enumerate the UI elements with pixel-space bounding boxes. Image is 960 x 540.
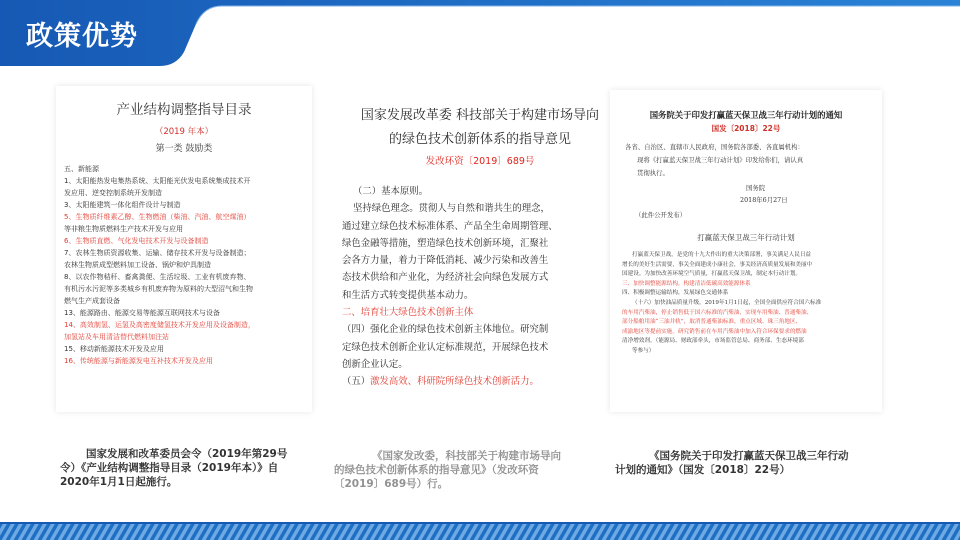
doc2-line [342, 373, 624, 390]
doc1-line: 五、新能源 [64, 165, 99, 173]
doc2-line: 坚持绿色理念。贯彻人与自然和谐共生的理念， [353, 203, 550, 215]
doc3-number: 国发〔2018〕22号 [711, 124, 781, 133]
doc3-line: 的车用汽柴油，停止销售低于国六标准的汽柴油，实现车用柴油、普通柴油、 [622, 309, 813, 316]
doc1-line: 14、高效制氢、运氢及高密度储氢技术开发应用及设备制造， [64, 321, 255, 329]
doc1-line: 3、太阳能建筑一体化组件设计与制造 [64, 201, 181, 209]
caption-doc1 [60, 447, 300, 489]
doc2-title [329, 104, 631, 152]
caption-doc3 [615, 449, 871, 477]
caption-doc2 [334, 449, 604, 491]
caption-line: 〔2019〕689号）行。 [334, 478, 449, 490]
doc1-line: 农林生物质成型燃料加工设备、锅炉和炉具制造 [64, 261, 211, 269]
document-blue-sky-notice [610, 90, 882, 412]
doc1-line: 燃气生产成套设备 [64, 297, 120, 305]
doc2-title-line: 国家发展改革委 科技部关于构建市场导向 [360, 108, 600, 123]
doc3-line: 等参与） [632, 347, 655, 354]
doc2-line: （四）强化企业的绿色技术创新主体地位。研究制 [342, 324, 549, 336]
doc1-line: 7、农林生物质资源收集、运输、储存技术开发与设备制造； [64, 249, 251, 257]
doc3-signer: 国务院 [746, 184, 766, 192]
caption-line: 《国务院关于印发打赢蓝天保卫战三年行动 [649, 450, 849, 462]
doc3-line: 国建设。为加快改善环境空气质量，打赢蓝天保卫战，制定本行动计划。 [622, 271, 802, 278]
page-title: 政策优势 [26, 21, 138, 52]
doc1-year: （2019 年本） [154, 127, 214, 137]
doc1-line: 6、生物质直燃、气化发电技术开发与设备制造 [64, 237, 209, 245]
doc1-title: 产业结构调整指导目录 [116, 102, 252, 118]
doc3-body [622, 251, 874, 357]
caption-line: 2020年1月1日起施行。 [60, 476, 178, 488]
doc1-line: 加氢站及车用清洁替代燃料加注站 [64, 333, 169, 341]
doc2-line: 会各方力量，着力于降低消耗、减少污染和改善生 [342, 255, 549, 267]
doc2-line: 创新企业认定。 [342, 358, 408, 370]
doc3-addressee [625, 141, 875, 180]
doc3-line: 成渝地区等提前实施。研究销售前在车用汽柴油中加入符合环保要求的燃油 [622, 328, 807, 335]
document-industrial-catalog [56, 86, 312, 412]
doc3-addressee-line: 贯彻执行。 [637, 169, 669, 177]
doc3-date: 2018年6月27日 [740, 196, 788, 204]
header-bar [0, 0, 960, 66]
doc2-line-prefix: （五） [342, 376, 371, 388]
doc1-line: 发应用、逆变控制系统开发制造 [64, 189, 162, 197]
doc3-line: 打赢蓝天保卫战，是党的十九大作出的重大决策部署，事关满足人民日益 [632, 252, 812, 258]
doc1-line: 16、传统能源与新能源发电互补技术开发及应用 [64, 357, 213, 365]
doc3-addressee-line: 各省、自治区、直辖市人民政府，国务院各部委、各直属机构： [625, 143, 804, 151]
doc3-line: 增长的美好生活需要，事关全面建成小康社会，事关经济高质量发展和美丽中 [622, 261, 813, 268]
doc1-line: 8、以农作物秸秆、畜禽粪便、生活垃圾、工业有机废弃物、 [64, 273, 251, 281]
caption-line: 《国家发改委，科技部关于构建市场导向 [372, 450, 561, 462]
doc3-line: 三、加快调整能源结构，构建清洁低碳高效能源体系 [622, 280, 751, 287]
doc2-body [342, 183, 624, 391]
doc3-line: 四、积极调整运输结构，发展绿色交通体系 [622, 290, 729, 297]
doc1-line: 1、太阳能热发电集热系统、太阳能光伏发电系统集成技术开 [64, 177, 251, 185]
doc2-line-highlight: 激发高效、科研院所绿色技术创新活力。 [370, 376, 539, 388]
doc1-line: 等非粮生物质燃料生产技术开发与应用 [64, 225, 183, 233]
caption-line: 国家发展和改革委员会令（2019年第29号 [86, 448, 288, 460]
doc3-plan-title: 打赢蓝天保卫战三年行动计划 [697, 233, 795, 242]
doc1-subtitle: 第一类 鼓励类 [155, 144, 213, 154]
caption-line: 的绿色技术创新体系的指导意见》（发改环资 [334, 464, 539, 476]
caption-line: 计划的通知》（国发〔2018〕22号） [615, 464, 791, 476]
doc1-line: 有机污水污泥等多类城乡有机废弃物为原料的大型沼气和生物 [64, 285, 253, 293]
doc3-addressee-line: 现将《打赢蓝天保卫战三年行动计划》印发给你们，请认真 [637, 156, 804, 164]
doc3-line: （十六）加快油品质量升级。2019年1月1日起，全国全面供应符合国六标准 [632, 299, 822, 306]
doc2-line: 绿色金融等措施，塑造绿色技术创新环境，汇聚社 [342, 237, 549, 249]
footer-stripe [0, 522, 960, 540]
doc2-line: （二）基本原则。 [353, 186, 429, 197]
doc3-title: 国务院关于印发打赢蓝天保卫战三年行动计划的通知 [649, 110, 843, 120]
doc2-line: 二、培育壮大绿色技术创新主体 [342, 307, 474, 319]
doc3-line: 清净增效剂。（能源局、财政部牵头，市场监管总局、商务部、生态环境部 [622, 338, 804, 345]
doc2-line: 通过建立绿色技术标准体系、产品全生命周期管理、 [342, 220, 558, 232]
doc1-line: 13、能源路由、能源交易等能源互联网技术与设备 [64, 309, 220, 317]
doc2-line: 定绿色技术创新企业认定标准规范，开展绿色技术 [342, 341, 549, 353]
doc3-note: （此件公开发布） [635, 211, 687, 219]
document-green-tech-opinion [329, 86, 631, 416]
doc3-signature [740, 182, 860, 206]
doc3-line: 部分船舶用油“三油并轨”，取消普通柴油标准，重点区域、珠三角地区、 [622, 319, 802, 326]
doc2-line: 态技术供给和产业化，为经济社会向绿色发展方式 [342, 272, 549, 284]
doc2-number: 发改环资〔2019〕689号 [425, 156, 535, 167]
doc2-title-line: 的绿色技术创新体系的指导意见 [388, 132, 571, 147]
doc1-body [64, 163, 308, 367]
doc1-line: 15、移动新能源技术开发及应用 [64, 345, 164, 353]
caption-line: 令）《产业结构调整指导目录（2019年本）》自 [60, 462, 279, 474]
doc2-line: 和生活方式转变提供基本动力。 [342, 289, 474, 301]
doc1-line: 5、生物质纤维素乙醇、生物燃油（柴油、汽油、航空煤油） [64, 213, 251, 221]
